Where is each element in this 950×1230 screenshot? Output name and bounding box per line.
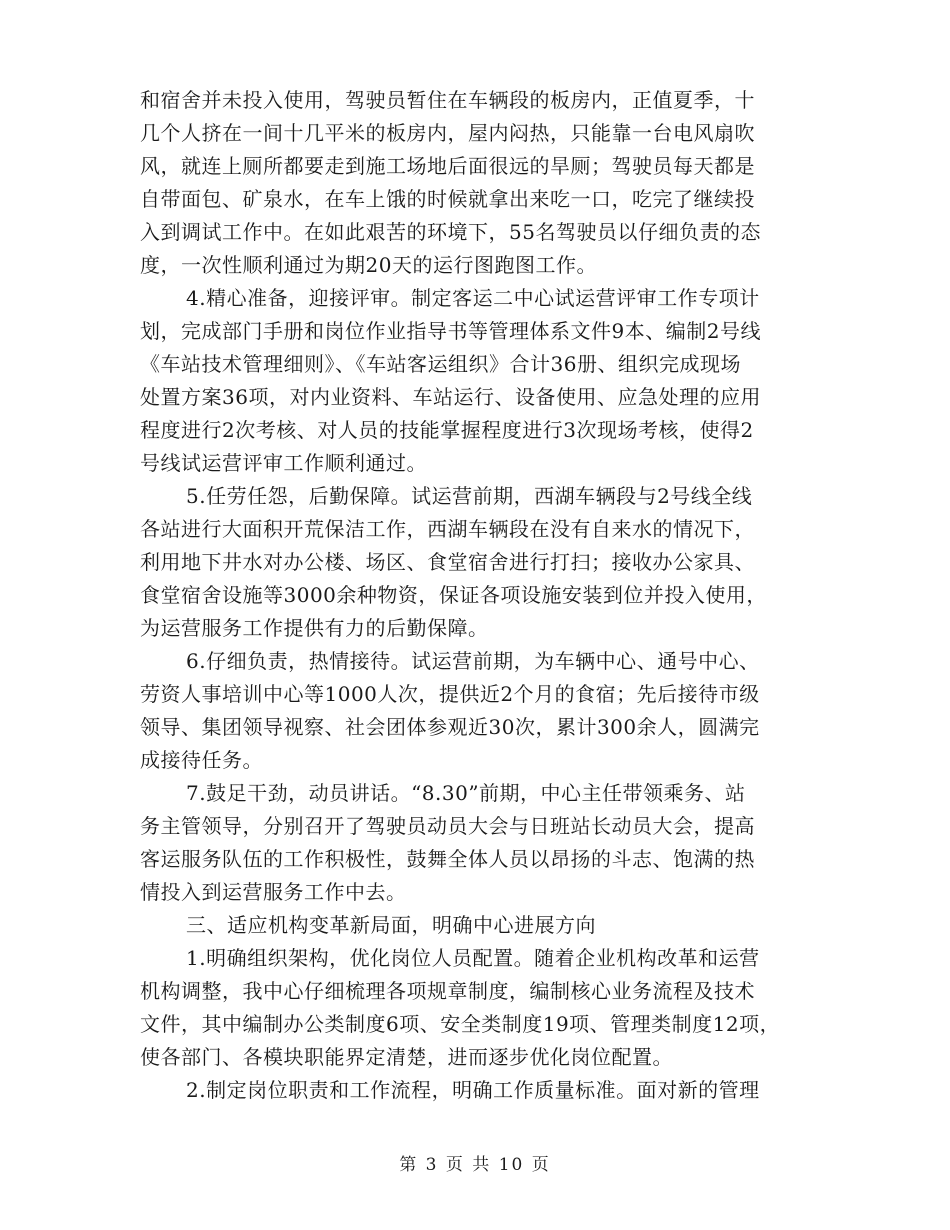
text-line: 2.制定岗位职责和工作流程，明确工作质量标准。面对新的管理	[186, 1078, 760, 1102]
text-line: 使各部门、各模块职能界定清楚，进而逐步优化岗位配置。	[140, 1045, 673, 1069]
text-line: 度，一次性顺利通过为期20天的运行图跑图工作。	[140, 253, 597, 277]
text-line: 7.鼓足干劲，动员讲话。“8.30”前期，中心主任带领乘务、站	[186, 781, 746, 805]
text-line: 1.明确组织架构，优化岗位人员配置。随着企业机构改革和运营	[186, 946, 760, 970]
text-line: 情投入到运营服务工作中去。	[140, 880, 407, 904]
text-line: 号线试运营评审工作顺利通过。	[140, 451, 427, 475]
text-line: 程度进行2次考核、对人员的技能掌握程度进行3次现场考核，使得2	[140, 418, 754, 442]
text-line: 为运营服务工作提供有力的后勤保障。	[140, 616, 489, 640]
text-line: 入到调试工作中。在如此艰苦的环境下，55名驾驶员以仔细负责的态	[140, 220, 761, 244]
text-line: 务主管领导，分别召开了驾驶员动员大会与日班站长动员大会，提高	[140, 814, 755, 838]
text-line: 和宿舍并未投入使用，驾驶员暂住在车辆段的板房内，正值夏季，十	[140, 88, 755, 112]
text-line: 风，就连上厕所都要走到施工场地后面很远的旱厕；驾驶员每天都是	[140, 154, 755, 178]
document-body	[140, 84, 830, 1107]
text-line: 利用地下井水对办公楼、场区、食堂宿舍进行打扫；接收办公家具、	[140, 550, 755, 574]
page-footer: 第 3 页 共 10 页	[399, 1155, 551, 1175]
text-line: 三、适应机构变革新局面，明确中心进展方向	[186, 913, 596, 937]
text-line: 5.任劳任怨，后勤保障。试运营前期，西湖车辆段与2号线全线	[186, 484, 753, 508]
text-line: 机构调整，我中心仔细梳理各项规章制度，编制核心业务流程及技术	[140, 979, 755, 1003]
text-line: 自带面包、矿泉水，在车上饿的时候就拿出来吃一口，吃完了继续投	[140, 187, 755, 211]
text-line: 划，完成部门手册和岗位作业指导书等管理体系文件9本、编制2号线	[140, 319, 761, 343]
text-line: 成接待任务。	[140, 748, 263, 772]
text-line: 4.精心准备，迎接评审。制定客运二中心试运营评审工作专项计	[186, 286, 760, 310]
text-line: 《车站技术管理细则》、《车站客运组织》合计36册、组织完成现场	[140, 352, 741, 376]
text-line: 食堂宿舍设施等3000余种物资，保证各项设施安装到位并投入使用，	[140, 583, 767, 607]
text-line: 劳资人事培训中心等1000人次，提供近2个月的食宿；先后接待市级	[140, 682, 760, 706]
text-line: 几个人挤在一间十几平米的板房内，屋内闷热，只能靠一台电风扇吹	[140, 121, 755, 145]
text-line: 6.仔细负责，热情接待。试运营前期，为车辆中心、通号中心、	[186, 649, 760, 673]
text-line: 客运服务队伍的工作积极性，鼓舞全体人员以昂扬的斗志、饱满的热	[140, 847, 755, 871]
text-line: 文件，其中编制办公类制度6项、安全类制度19项、管理类制度12项，	[140, 1012, 781, 1036]
text-line: 处置方案36项，对内业资料、车站运行、设备使用、应急处理的应用	[140, 385, 761, 409]
text-line: 各站进行大面积开荒保洁工作，西湖车辆段在没有自来水的情况下，	[140, 517, 755, 541]
text-line: 领导、集团领导视察、社会团体参观近30次，累计300余人，圆满完	[140, 715, 760, 739]
